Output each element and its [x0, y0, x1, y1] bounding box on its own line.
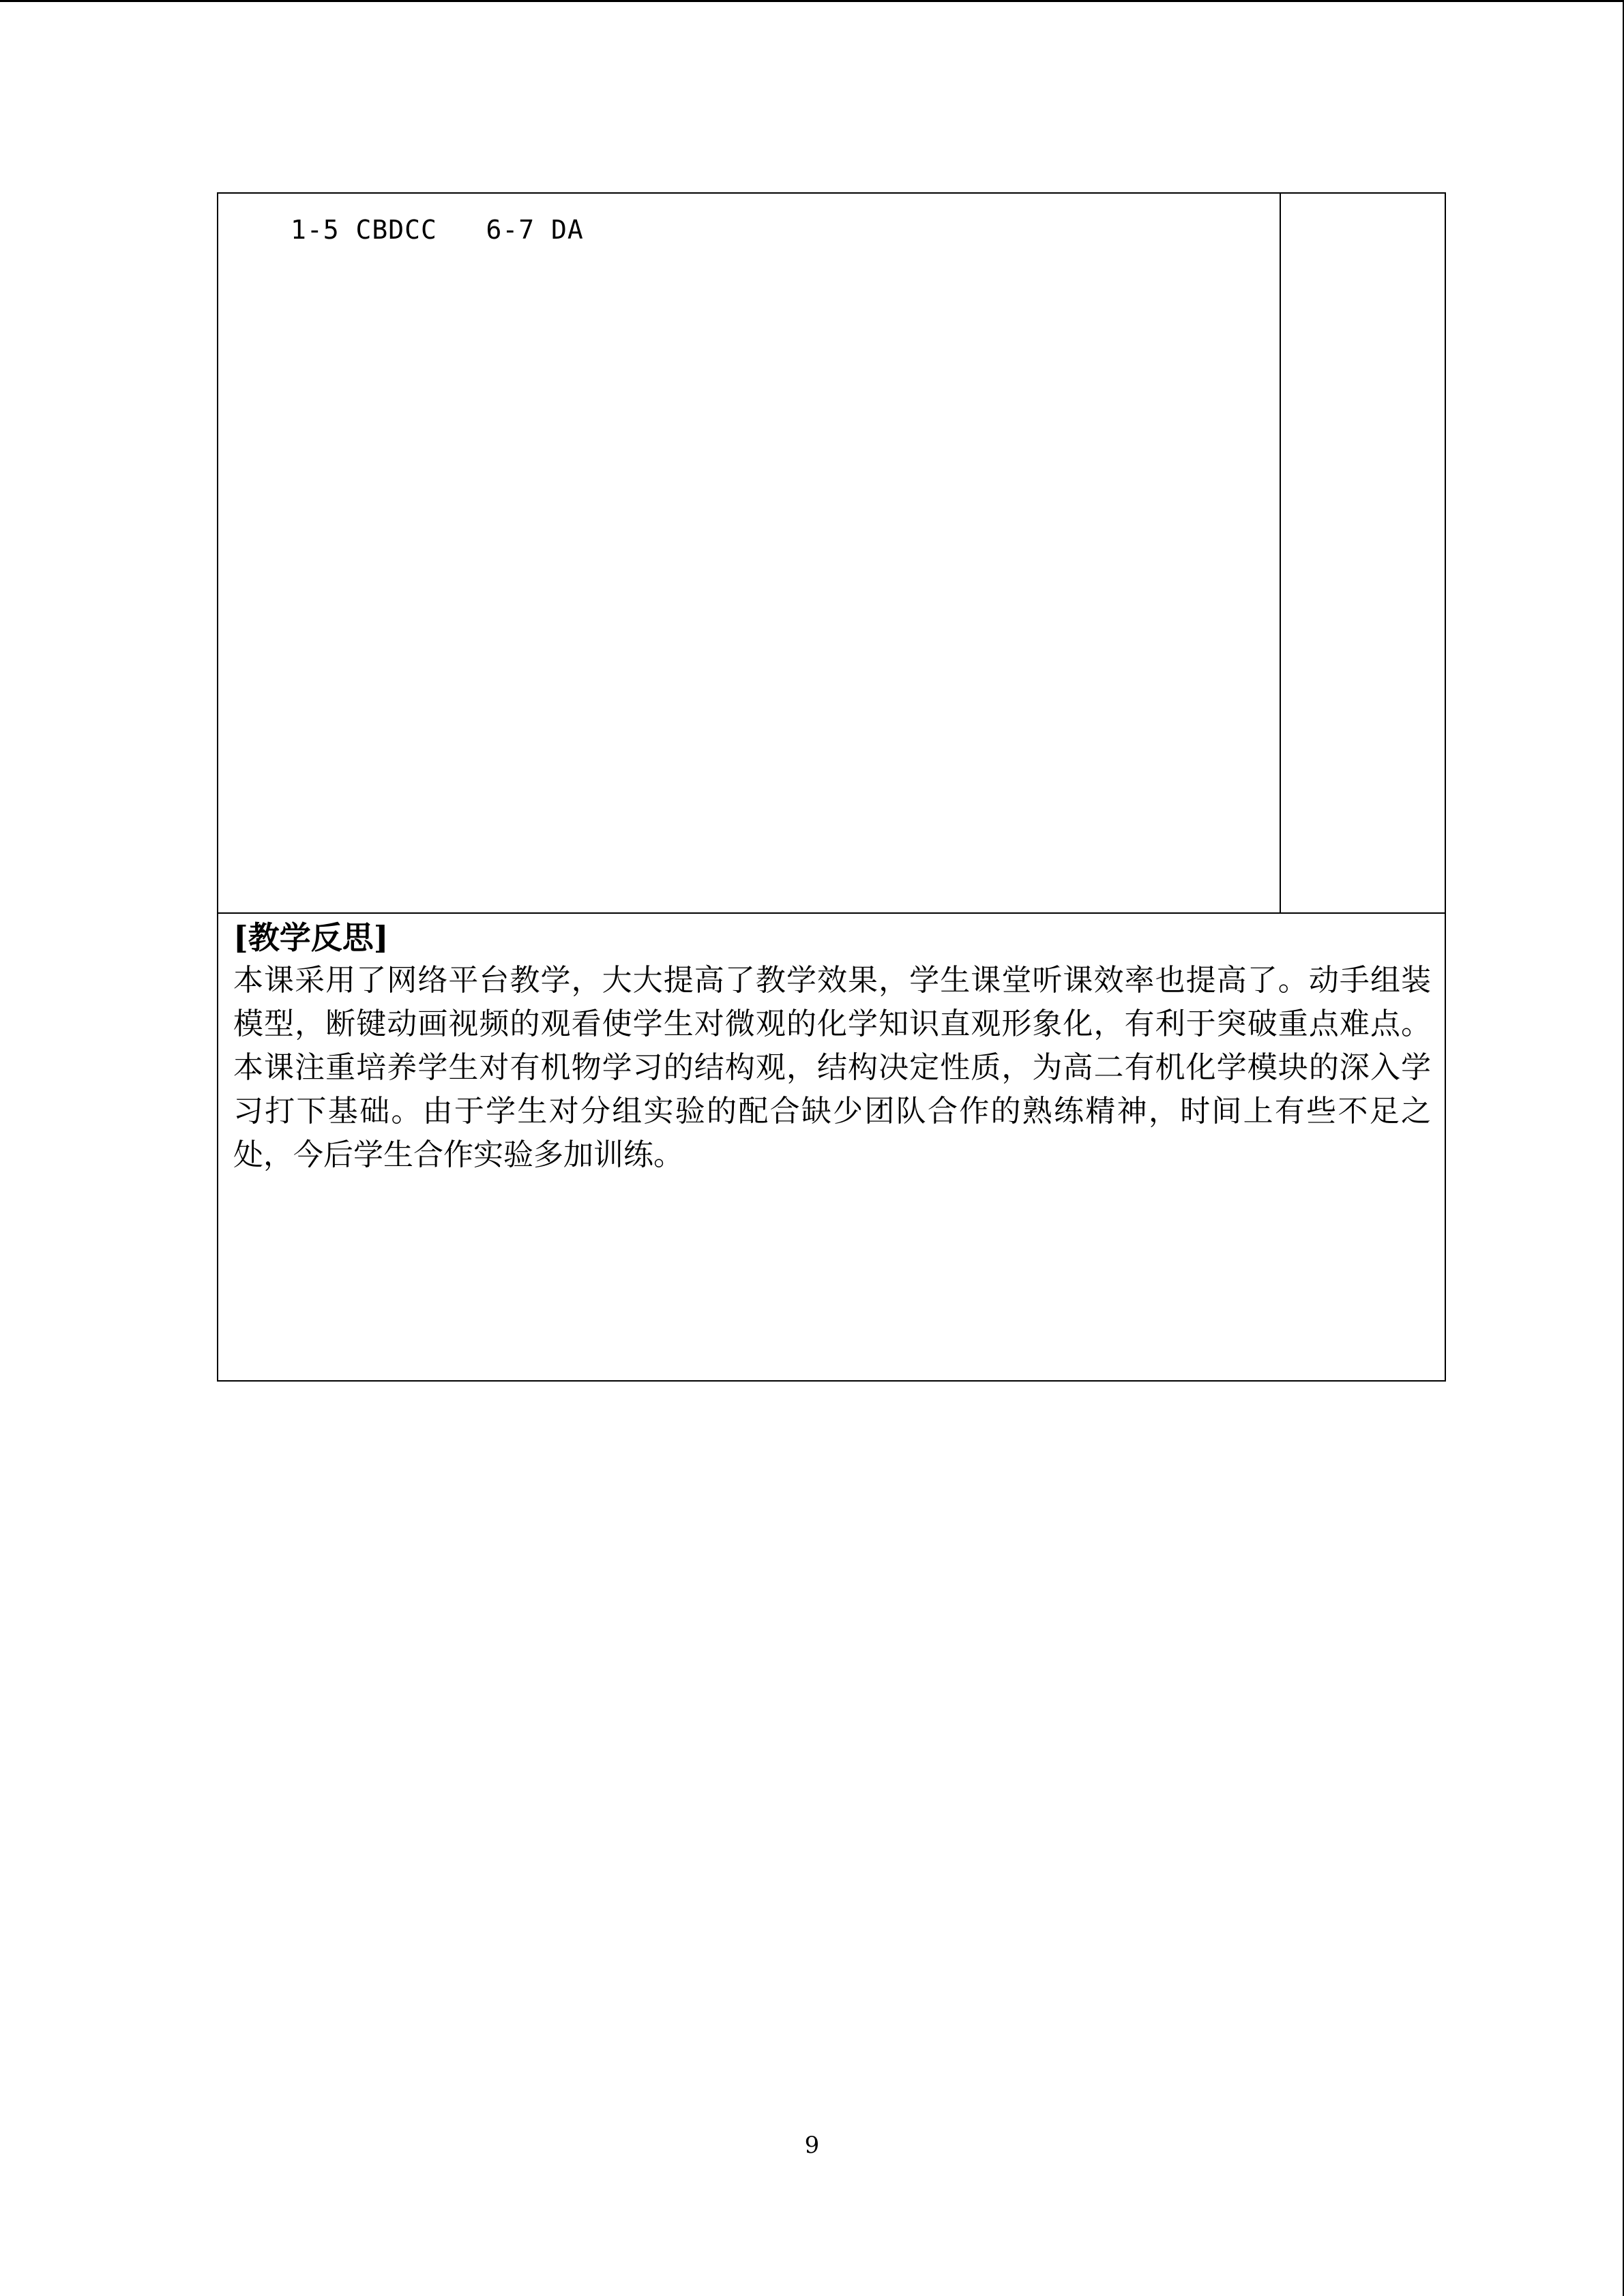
- teaching-reflection-cell: [218, 914, 1445, 1380]
- page-top-border: [0, 0, 1624, 2]
- reflection-heading: [教学反思]: [233, 919, 389, 956]
- side-notes-cell: [1281, 194, 1445, 914]
- lesson-table: [217, 192, 1446, 1382]
- answer-cell: [218, 194, 1281, 914]
- reflection-body: 本课采用了网络平台教学，大大提高了教学效果，学生课堂听课效率也提高了。动手组装模型，断键动画视频的观看使学生对微观的化学知识直观形象化，有利于突破重点难点。本课注重培养学生对有机物学习的结构观，结构决定性质，为高二有机化学模块的深入学习打下基础。由于学生对分组实验的配合缺少团队合作的熟练精神，时间上有些不足之处，今后学生合作实验多加训练。: [233, 963, 1431, 1172]
- answer-key-text: 1-5 CBDCC 6-7 DA: [291, 215, 584, 245]
- page-number: 9: [804, 2132, 820, 2159]
